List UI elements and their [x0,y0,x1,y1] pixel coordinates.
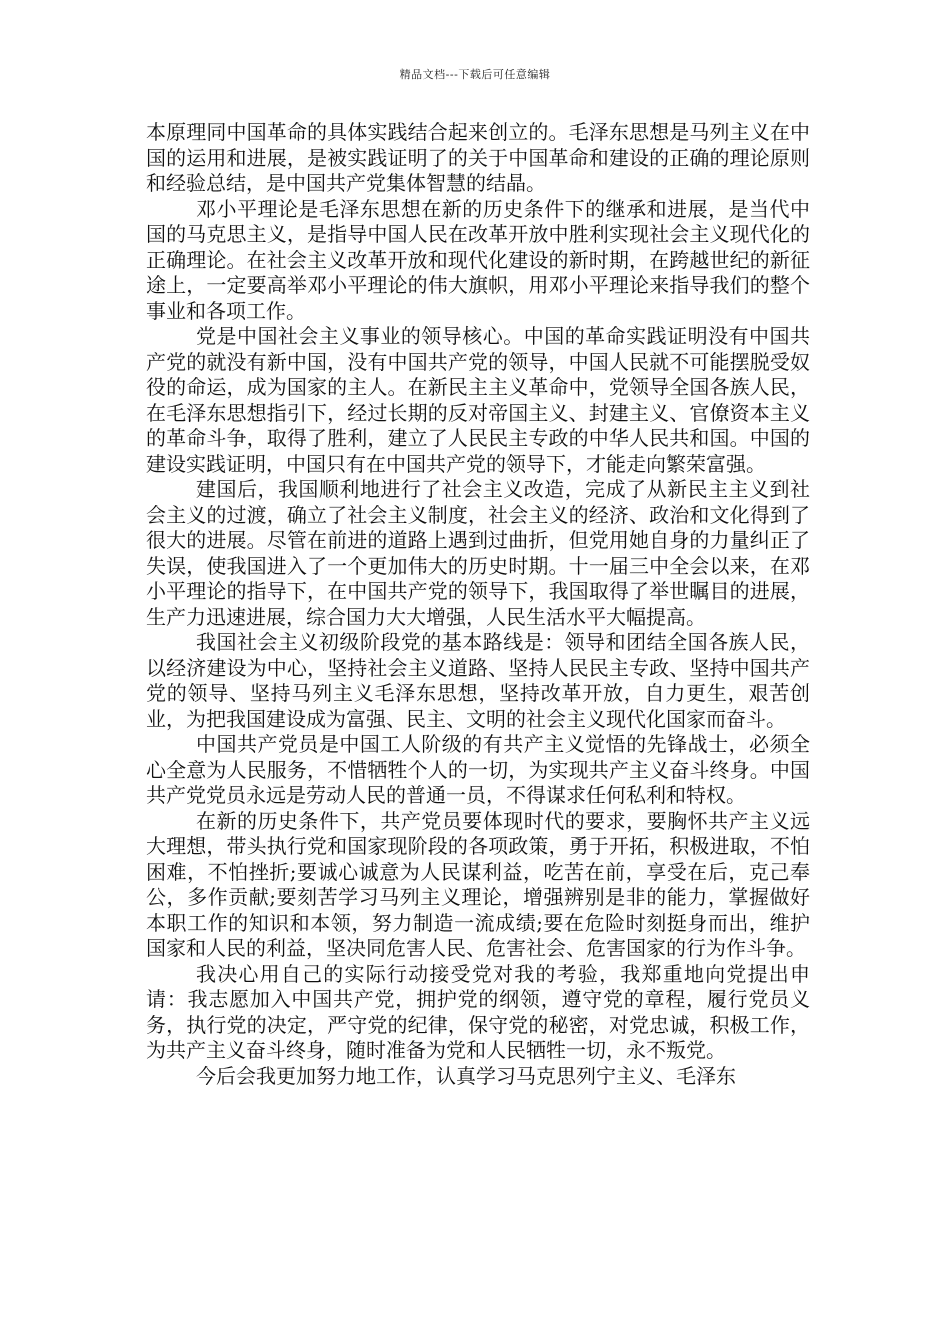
paragraph-3: 党是中国社会主义事业的领导核心。中国的革命实践证明没有中国共产党的就没有新中国，没有中国共产党的领导，中国人民就不可能摆脱受奴役的命运，成为国家的主人。在新民主主义革命中，党领导全国各族人民，在毛泽东思想指引下，经过长期的反对帝国主义、封建主义、官僚资本主义的革命斗争，取得了胜利，建立了人民民主专政的中华人民共和国。中国的建设实践证明，中国只有在中国共产党的领导下，才能走向繁荣富强。 [146,324,810,476]
paragraph-7: 在新的历史条件下，共产党员要体现时代的要求，要胸怀共产主义远大理想，带头执行党和国家现阶段的各项政策，勇于开拓，积极进取，不怕困难，不怕挫折;要诚心诚意为人民谋利益，吃苦在前，享受在后，克己奉公，多作贡献;要刻苦学习马列主义理论，增强辨别是非的能力，掌握做好本职工作的知识和本领，努力制造一流成绩;要在危险时刻挺身而出，维护国家和人民的利益，坚决同危害人民、危害社会、危害国家的行为作斗争。 [146,808,810,960]
paragraph-4: 建国后，我国顺利地进行了社会主义改造，完成了从新民主主义到社会主义的过渡，确立了社会主义制度，社会主义的经济、政治和文化得到了很大的进展。尽管在前进的道路上遇到过曲折，但党用她自身的力量纠正了失误，使我国进入了一个更加伟大的历史时期。十一届三中全会以来，在邓小平理论的指导下，在中国共产党的领导下，我国取得了举世瞩目的进展，生产力迅速进展，综合国力大大增强，人民生活水平大幅提高。 [146,477,810,629]
paragraph-5: 我国社会主义初级阶段党的基本路线是：领导和团结全国各族人民，以经济建设为中心，坚持社会主义道路、坚持人民民主专政、坚持中国共产党的领导、坚持马列主义毛泽东思想，坚持改革开放，自力更生，艰苦创业，为把我国建设成为富强、民主、文明的社会主义现代化国家而奋斗。 [146,630,810,731]
paragraph-8: 我决心用自己的实际行动接受党对我的考验，我郑重地向党提出申请：我志愿加入中国共产党，拥护党的纲领，遵守党的章程，履行党员义务，执行党的决定，严守党的纪律，保守党的秘密，对党忠诚，积极工作，为共产主义奋斗终身，随时准备为党和人民牺牲一切，永不叛党。 [146,961,810,1062]
paragraph-1: 本原理同中国革命的具体实践结合起来创立的。毛泽东思想是马列主义在中国的运用和进展，是被实践证明了的关于中国革命和建设的正确的理论原则和经验总结，是中国共产党集体智慧的结晶。 [146,120,810,195]
page-header-note: 精品文档---下载后可任意编辑 [399,68,551,81]
paragraph-9: 今后会我更加努力地工作，认真学习马克思列宁主义、毛泽东 [196,1063,736,1088]
document-body [146,120,810,1089]
paragraph-6: 中国共产党员是中国工人阶级的有共产主义觉悟的先锋战士，必须全心全意为人民服务，不惜牺牲个人的一切，为实现共产主义奋斗终身。中国共产党党员永远是劳动人民的普通一员，不得谋求任何私利和特权。 [146,732,810,807]
paragraph-2: 邓小平理论是毛泽东思想在新的历史条件下的继承和进展，是当代中国的马克思主义，是指导中国人民在改革开放中胜利实现社会主义现代化的正确理论。在社会主义改革开放和现代化建设的新时期，在跨越世纪的新征途上，一定要高举邓小平理论的伟大旗帜，用邓小平理论来指导我们的整个事业和各项工作。 [146,196,810,323]
